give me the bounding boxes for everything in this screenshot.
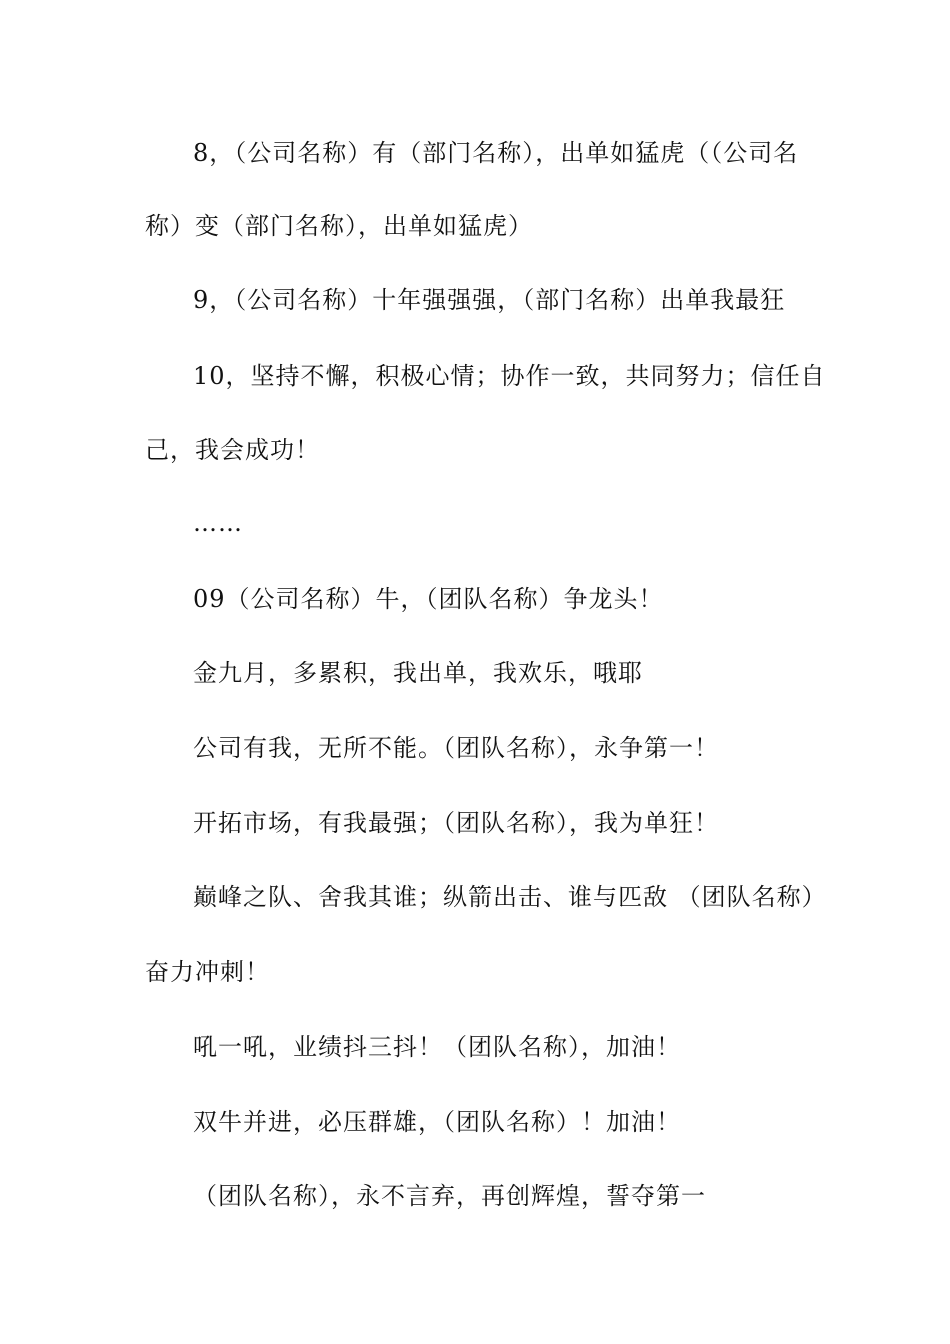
slogan-9-line: 9，（公司名称）十年强强强，（部门名称）出单我最狂	[193, 286, 786, 314]
ellipsis-line: ……	[193, 509, 243, 537]
slogan-line: 双牛并进，必压群雄，（团队名称）！加油！	[193, 1108, 681, 1136]
slogan-10-line-1: 10，坚持不懈，积极心情；协作一致，共同努力；信任自	[193, 362, 826, 390]
slogan-line: 吼一吼，业绩抖三抖！（团队名称），加油！	[193, 1033, 681, 1061]
slogan-8-line-1: 8，（公司名称）有（部门名称），出单如猛虎（（公司名	[193, 139, 799, 167]
slogan-8-line-2: 称）变（部门名称），出单如猛虎）	[145, 212, 533, 240]
slogan-line: 09（公司名称）牛，（团队名称）争龙头！	[193, 585, 664, 613]
slogan-line: 开拓市场，有我最强；（团队名称），我为单狂！	[193, 809, 719, 837]
slogan-line: 金九月，多累积，我出单，我欢乐，哦耶	[193, 659, 643, 687]
slogan-line: 公司有我，无所不能。（团队名称），永争第一！	[193, 734, 719, 762]
slogan-line: 巅峰之队、舍我其谁；纵箭出击、谁与匹敌 （团队名称）	[193, 883, 827, 911]
slogan-line-continuation: 奋力冲刺！	[145, 958, 270, 986]
slogan-line: （团队名称），永不言弃，再创辉煌，誓夺第一	[193, 1182, 706, 1210]
slogan-10-line-2: 己，我会成功！	[145, 436, 320, 464]
